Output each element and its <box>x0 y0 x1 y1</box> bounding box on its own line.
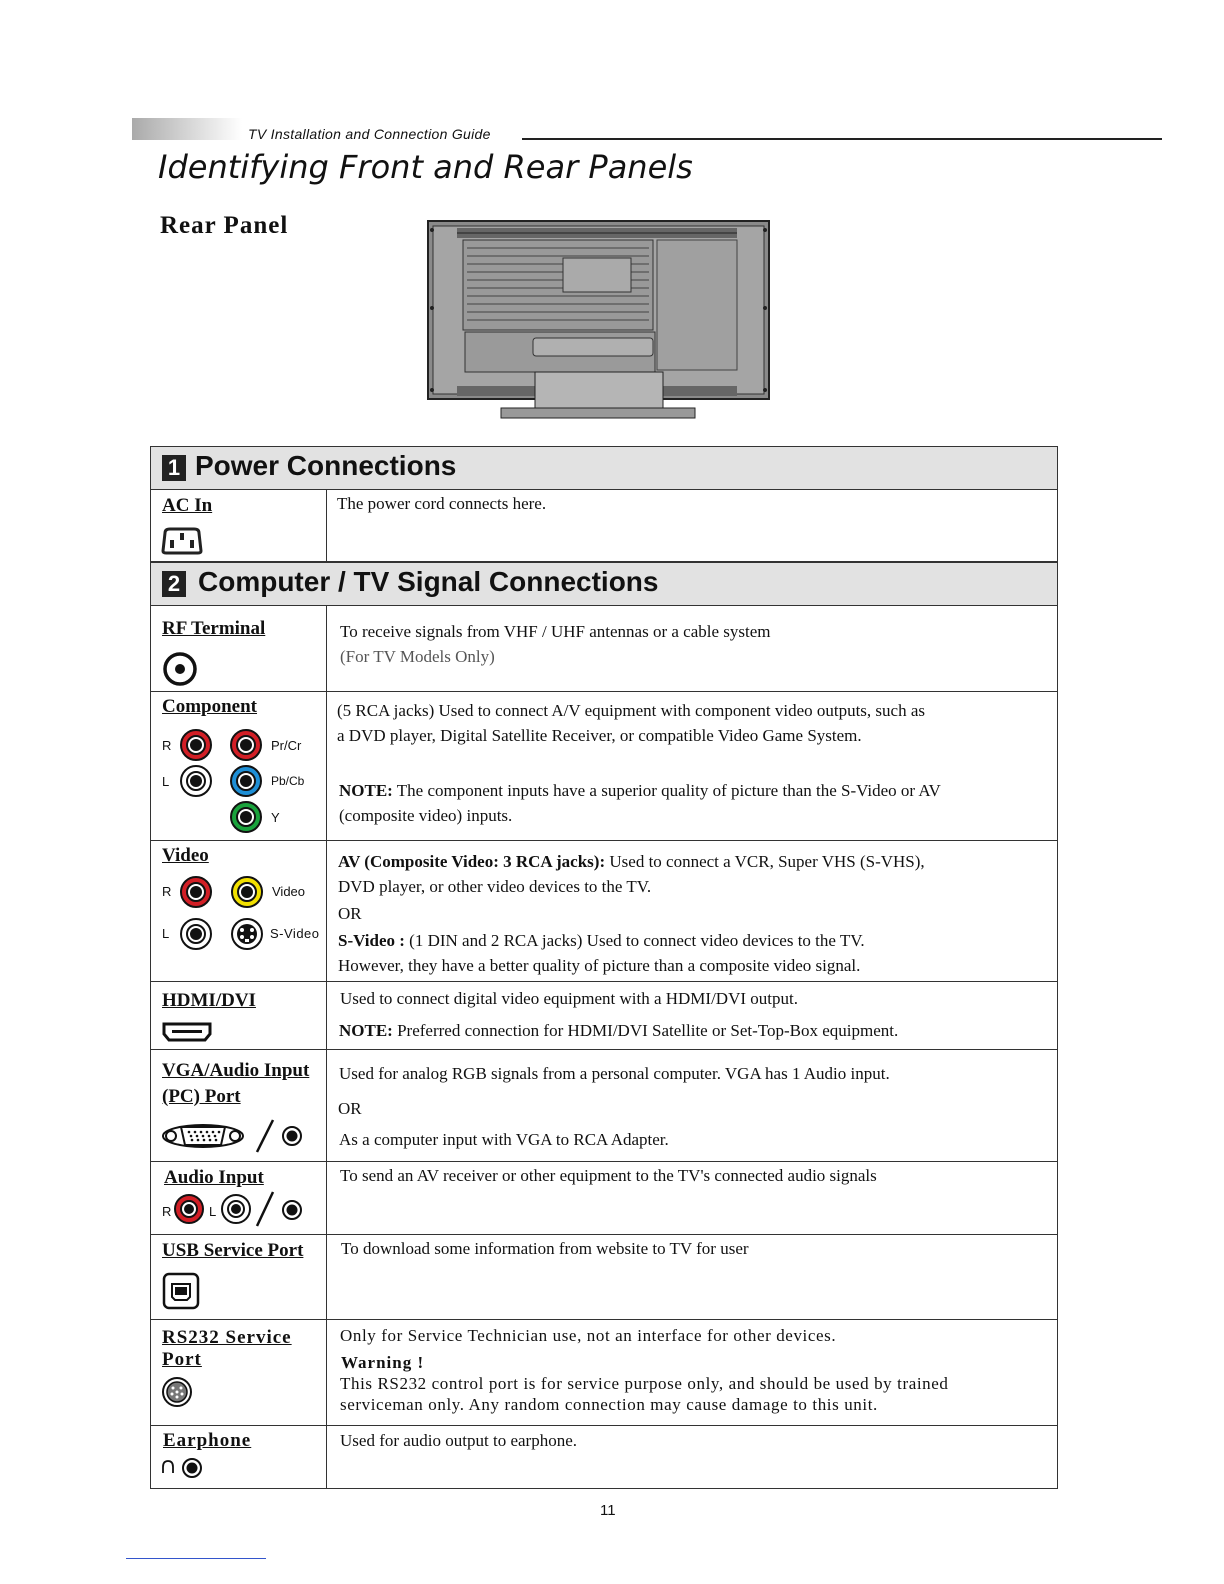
jack-r-label: R <box>162 738 172 753</box>
row-component <box>151 692 1057 841</box>
component-desc-1: (5 RCA jacks) Used to connect A/V equipment with component video outputs, such as <box>337 701 925 720</box>
vga-label-2: (PC) Port <box>162 1086 241 1107</box>
jack-l-label: L <box>162 926 170 941</box>
pc-audio-jack-icon <box>281 1125 303 1147</box>
section-power-header <box>151 447 1057 490</box>
usb-desc: To download some information from website to TV for user <box>341 1239 749 1258</box>
hdmi-port-icon <box>161 1021 213 1043</box>
component-label: Component <box>162 696 258 717</box>
audio-input-desc: To send an AV receiver or other equipment to the TV's connected audio signals <box>340 1166 877 1185</box>
y-label: Y <box>271 810 280 825</box>
row-usb <box>151 1235 1057 1320</box>
rf-label: RF Terminal <box>162 618 266 639</box>
hdmi-desc: Used to connect digital video equipment with a HDMI/DVI output. <box>340 989 798 1008</box>
section-number: 1 <box>162 455 186 481</box>
row-ac-in <box>151 490 1057 562</box>
s-video-desc-2: However, they have a better quality of picture than a composite video signal. <box>338 956 861 975</box>
earphone-jack-icon <box>181 1457 203 1479</box>
s-video-desc-1: (1 DIN and 2 RCA jacks) Used to connect video devices to the TV. <box>404 931 865 950</box>
vga-label-1: VGA/Audio Input <box>162 1060 310 1081</box>
rs232-port-icon <box>161 1376 193 1408</box>
s-video-jack-label: S-Video <box>270 926 320 941</box>
row-vga <box>151 1050 1057 1162</box>
headphone-icon <box>161 1459 175 1475</box>
audio-r-jack-icon <box>179 728 213 762</box>
audio-input-label: Audio Input <box>164 1167 264 1188</box>
section-title: Power Connections <box>195 450 457 481</box>
rf-note: (For TV Models Only) <box>340 647 495 666</box>
s-video-label: S-Video : <box>338 931 405 950</box>
hdmi-label: HDMI/DVI <box>162 990 256 1011</box>
footer-rule <box>126 1558 266 1559</box>
coax-icon <box>162 651 198 687</box>
pbcb-label: Pb/Cb <box>271 774 305 788</box>
usb-port-icon <box>161 1271 201 1311</box>
y-jack-icon <box>229 800 263 834</box>
video-jack-label: Video <box>272 884 306 899</box>
vga-port-icon <box>161 1122 245 1150</box>
row-video <box>151 841 1057 982</box>
jack-l-label: L <box>162 774 170 789</box>
guide-title: TV Installation and Connection Guide <box>248 126 491 142</box>
jack-l-label: L <box>209 1204 217 1219</box>
rf-desc: To receive signals from VHF / UHF antennas or a cable system <box>340 622 771 641</box>
video-label: Video <box>162 845 209 866</box>
vga-desc: Used for analog RGB signals from a personal computer. VGA has 1 Audio input. <box>339 1064 890 1083</box>
component-note-1: The component inputs have a superior quality of picture than the S-Video or AV <box>392 781 941 800</box>
pr-cr-jack-icon <box>229 728 263 762</box>
page-title: Identifying Front and Rear Panels <box>158 148 693 186</box>
video-audio-l-jack-icon <box>179 917 213 951</box>
rear-panel-label: Rear Panel <box>160 212 289 239</box>
ac-in-label: AC In <box>162 495 213 516</box>
hdmi-note-label: NOTE: <box>339 1021 393 1040</box>
ac-socket-icon <box>161 527 203 555</box>
audio-r-jack-icon <box>173 1193 205 1225</box>
audio-l-jack-icon <box>220 1193 252 1225</box>
slash-divider-icon <box>253 1118 277 1154</box>
tv-rear-panel-illustration <box>427 220 770 420</box>
earphone-desc: Used for audio output to earphone. <box>340 1431 577 1450</box>
row-rf-terminal <box>151 606 1057 692</box>
vga-or: OR <box>338 1099 362 1118</box>
page-number: 11 <box>600 1502 616 1519</box>
rs232-warning-2: serviceman only. Any random connection may cause damage to this unit. <box>340 1395 878 1414</box>
row-hdmi <box>151 982 1057 1050</box>
av-desc-2: DVD player, or other video devices to the TV. <box>338 877 652 896</box>
component-desc-2: a DVD player, Digital Satellite Receiver, or compatible Video Game System. <box>337 726 862 745</box>
earphone-label: Earphone <box>163 1430 252 1451</box>
rs232-desc: Only for Service Technician use, not an interface for other devices. <box>340 1326 837 1345</box>
prcr-label: Pr/Cr <box>271 738 302 753</box>
section-number: 2 <box>162 571 186 597</box>
jack-r-label: R <box>162 884 172 899</box>
s-video-jack-icon <box>230 917 264 951</box>
slash-divider-icon <box>253 1190 277 1228</box>
section-signal-header <box>151 562 1057 606</box>
section-title: Computer / TV Signal Connections <box>198 566 659 597</box>
av-desc-1: Used to connect a VCR, Super VHS (S-VHS), <box>605 852 925 871</box>
rs232-warning: Warning ! <box>341 1353 425 1372</box>
audio-mini-jack-icon <box>281 1199 303 1221</box>
audio-l-jack-icon <box>179 764 213 798</box>
pb-cb-jack-icon <box>229 764 263 798</box>
ac-in-desc: The power cord connects here. <box>337 494 547 513</box>
connections-table <box>150 446 1058 1489</box>
composite-video-jack-icon <box>230 875 264 909</box>
component-note-2: (composite video) inputs. <box>339 806 513 825</box>
component-note-label: NOTE: <box>339 781 393 800</box>
rs232-label-1: RS232 Service <box>162 1327 292 1348</box>
vga-desc-2: As a computer input with VGA to RCA Adapter. <box>339 1130 669 1149</box>
header-gradient-bar <box>132 118 242 140</box>
usb-label: USB Service Port <box>162 1240 304 1261</box>
header-rule <box>522 138 1162 140</box>
av-label: AV (Composite Video: 3 RCA jacks): <box>338 852 606 871</box>
jack-r-label: R <box>162 1204 172 1219</box>
hdmi-note: Preferred connection for HDMI/DVI Satellite or Set-Top-Box equipment. <box>392 1021 899 1040</box>
row-earphone <box>151 1426 1057 1488</box>
row-rs232 <box>151 1320 1057 1426</box>
video-audio-r-jack-icon <box>179 875 213 909</box>
row-audio-input <box>151 1162 1057 1235</box>
rs232-warning-1: This RS232 control port is for service purpose only, and should be used by trained <box>340 1374 949 1393</box>
video-or: OR <box>338 904 362 923</box>
rs232-label-2: Port <box>162 1349 202 1370</box>
